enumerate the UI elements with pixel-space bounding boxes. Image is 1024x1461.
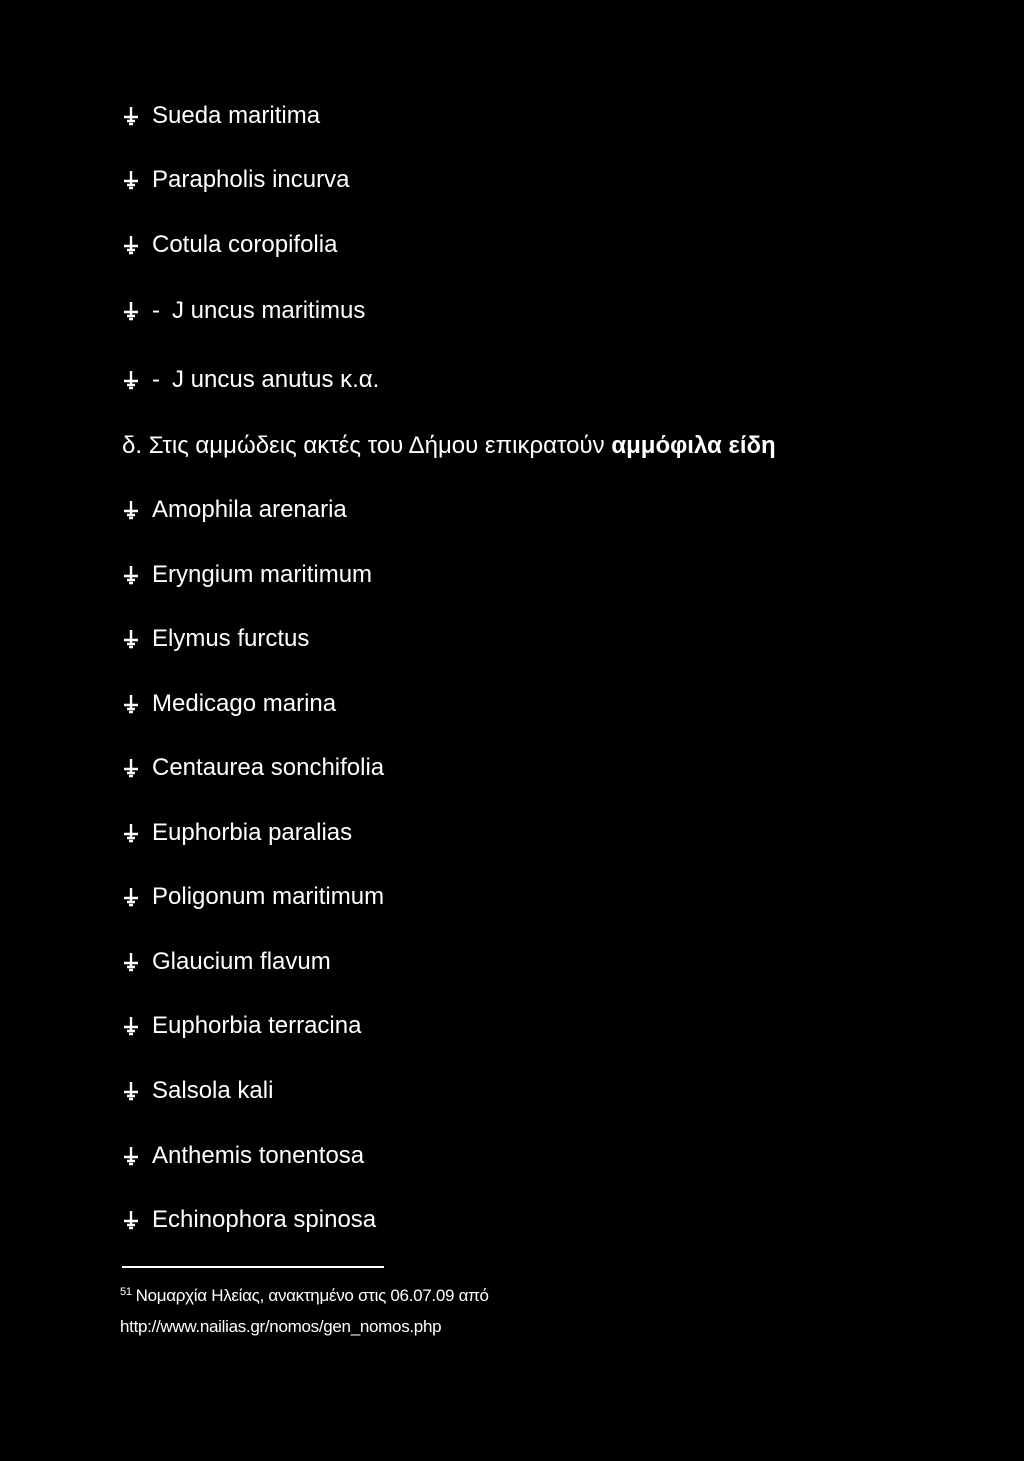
plant-bullet-icon — [122, 105, 140, 127]
section-heading — [122, 431, 776, 461]
list-item — [122, 818, 352, 848]
list-item-text: Anthemis tonentosa — [152, 1142, 365, 1169]
footnote-line-1 — [120, 1281, 489, 1307]
list-item — [122, 165, 349, 195]
list-item-dash: - — [152, 366, 160, 393]
list-item — [122, 1076, 273, 1106]
list-item — [122, 230, 337, 260]
list-item-text: J uncus maritimus — [172, 297, 366, 324]
list-item-text: Medicago marina — [152, 690, 337, 717]
plant-bullet-icon — [122, 693, 140, 715]
list-item — [122, 1141, 364, 1171]
list-item-text: Parapholis incurva — [152, 166, 350, 193]
plant-bullet-icon — [122, 1015, 140, 1037]
list-item — [122, 624, 309, 654]
list-item — [122, 1011, 361, 1041]
list-item-text: Euphorbia terracina — [152, 1012, 362, 1039]
list-item-text: Cotula coropifolia — [152, 231, 338, 258]
list-item-dash: - — [152, 297, 160, 324]
footnote-number: 51 — [120, 1286, 132, 1298]
plant-bullet-icon — [122, 564, 140, 586]
plant-bullet-icon — [122, 1080, 140, 1102]
plant-bullet-icon — [122, 757, 140, 779]
plant-bullet-icon — [122, 628, 140, 650]
list-item-text: J uncus anutus κ.α. — [172, 366, 380, 393]
plant-bullet-icon — [122, 1145, 140, 1167]
list-item — [122, 101, 320, 131]
list-item-text: Centaurea sonchifolia — [152, 754, 385, 781]
list-item-text: Amophila arenaria — [152, 496, 347, 523]
list-item-text: Poligonum maritimum — [152, 883, 385, 910]
list-item-text: Euphorbia paralias — [152, 819, 353, 846]
list-item — [122, 365, 379, 395]
list-item — [122, 296, 365, 326]
list-item-text: Sueda maritima — [152, 102, 321, 129]
plant-bullet-icon — [122, 951, 140, 973]
plant-bullet-icon — [122, 300, 140, 322]
list-item — [122, 753, 384, 783]
plant-bullet-icon — [122, 499, 140, 521]
list-item — [122, 882, 384, 912]
list-item — [122, 1205, 376, 1235]
list-item-text: Eryngium maritimum — [152, 561, 373, 588]
list-item-text: Elymus furctus — [152, 625, 310, 652]
plant-bullet-icon — [122, 1209, 140, 1231]
list-item — [122, 947, 331, 977]
footnote-url[interactable]: http://www.nailias.gr/nomos/gen_nomos.php — [120, 1317, 442, 1336]
list-item-text: Glaucium flavum — [152, 948, 331, 975]
plant-bullet-icon — [122, 234, 140, 256]
list-item — [122, 689, 336, 719]
list-item — [122, 560, 372, 590]
section-heading-prefix: δ. Στις αμμώδεις ακτές του Δήμου επικρατούν — [122, 432, 612, 459]
footnote-citation: Νομαρχία Ηλείας, ανακτημένο στις 06.07.09 από — [135, 1286, 489, 1305]
plant-bullet-icon — [122, 822, 140, 844]
list-item-text: Echinophora spinosa — [152, 1206, 377, 1233]
footnote-divider — [122, 1266, 384, 1268]
plant-bullet-icon — [122, 886, 140, 908]
section-heading-bold: αμμόφιλα είδη — [611, 432, 776, 459]
list-item — [122, 495, 347, 525]
plant-bullet-icon — [122, 369, 140, 391]
list-item-text: Salsola kali — [152, 1077, 274, 1104]
plant-bullet-icon — [122, 169, 140, 191]
